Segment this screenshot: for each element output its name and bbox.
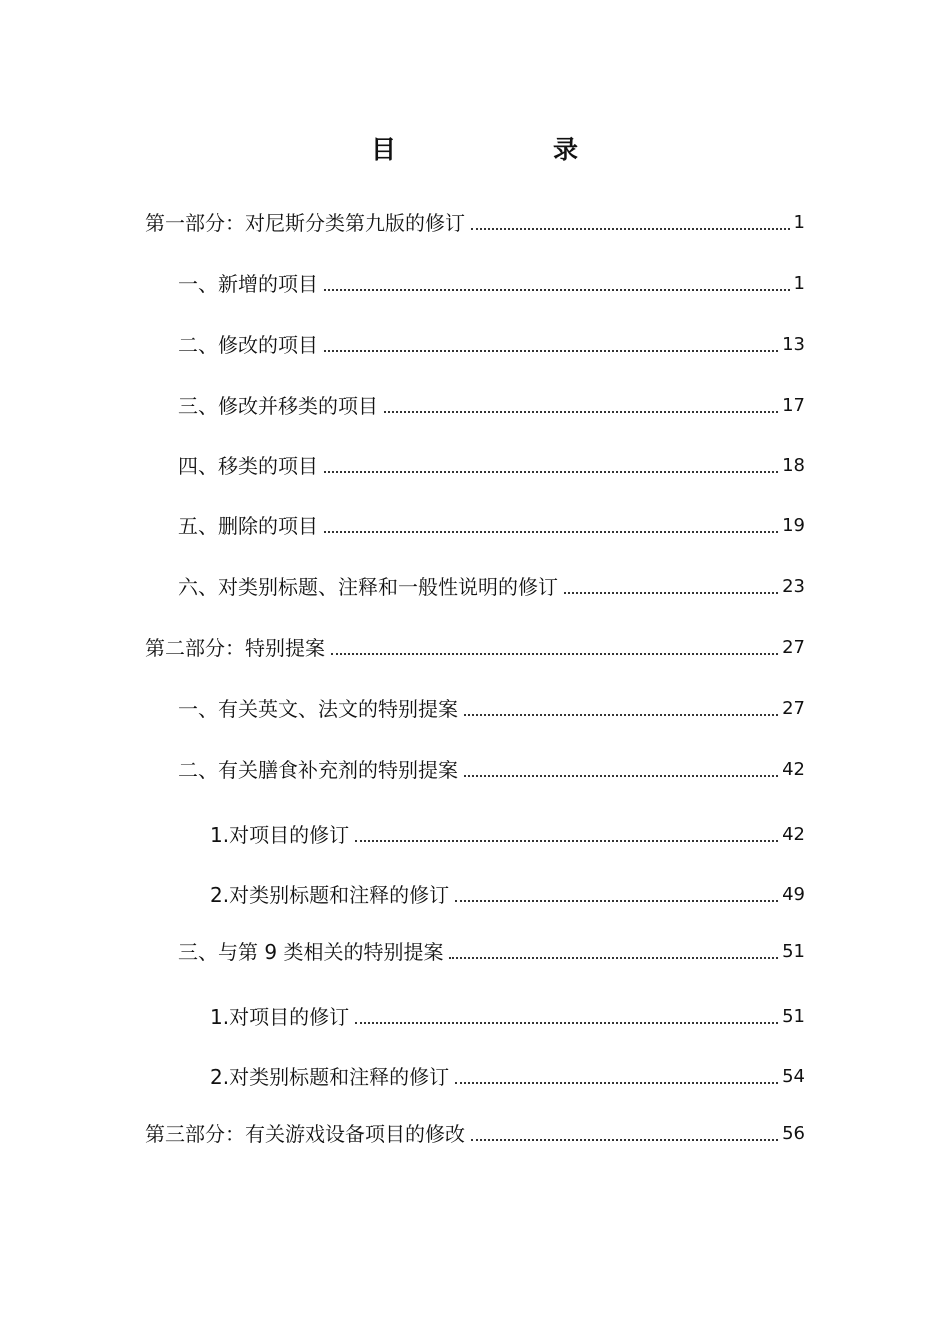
toc-entry[interactable] bbox=[178, 935, 805, 965]
page-title: 目 录 bbox=[370, 135, 579, 164]
toc-entry-label: 一、新增的项目 bbox=[178, 272, 318, 296]
toc-entry-label: 四、移类的项目 bbox=[178, 454, 318, 478]
toc-leader-dots bbox=[464, 714, 778, 716]
toc-page-number: 51 bbox=[782, 941, 805, 962]
toc-page-number: 56 bbox=[782, 1123, 805, 1144]
toc-entry[interactable] bbox=[210, 1060, 805, 1090]
toc-page-number: 18 bbox=[782, 455, 805, 476]
toc-page-number: 27 bbox=[782, 698, 805, 719]
toc-leader-dots bbox=[324, 471, 778, 473]
toc-page-number: 54 bbox=[782, 1066, 805, 1087]
toc-leader-dots bbox=[455, 900, 778, 902]
toc-page-number: 23 bbox=[782, 576, 805, 597]
toc-entry[interactable] bbox=[178, 389, 805, 419]
toc-entry-label: 六、对类别标题、注释和一般性说明的修订 bbox=[178, 575, 558, 599]
toc-entry[interactable] bbox=[178, 570, 805, 600]
toc-leader-dots bbox=[471, 1139, 778, 1141]
toc-page-number: 17 bbox=[782, 395, 805, 416]
toc-page-number: 1 bbox=[793, 212, 805, 233]
toc-entry[interactable] bbox=[145, 1117, 805, 1147]
toc-page-number: 19 bbox=[782, 515, 805, 536]
toc-leader-dots bbox=[355, 840, 778, 842]
toc-page-number: 42 bbox=[782, 759, 805, 780]
toc-entry-label: 第二部分：特别提案 bbox=[145, 636, 325, 660]
toc-leader-dots bbox=[331, 653, 778, 655]
toc-entry-label: 五、删除的项目 bbox=[178, 514, 318, 538]
toc-entry[interactable] bbox=[178, 509, 805, 539]
toc-leader-dots bbox=[324, 350, 778, 352]
toc-entry-label: 2.对类别标题和注释的修订 bbox=[210, 1065, 450, 1089]
toc-page-number: 49 bbox=[782, 884, 805, 905]
toc-entry-label: 二、有关膳食补充剂的特别提案 bbox=[178, 758, 458, 782]
toc-entry[interactable] bbox=[210, 1000, 805, 1030]
toc-leader-dots bbox=[464, 775, 778, 777]
toc-entry-label: 三、与第 9 类相关的特别提案 bbox=[178, 940, 444, 964]
toc-page-number: 51 bbox=[782, 1006, 805, 1027]
toc-entry-label: 二、修改的项目 bbox=[178, 333, 318, 357]
toc-entry[interactable] bbox=[145, 631, 805, 661]
toc-entry-label: 2.对类别标题和注释的修订 bbox=[210, 883, 450, 907]
toc-leader-dots bbox=[355, 1022, 778, 1024]
toc-entry[interactable] bbox=[178, 753, 805, 783]
toc-page-number: 42 bbox=[782, 824, 805, 845]
toc-entry-label: 第三部分：有关游戏设备项目的修改 bbox=[145, 1122, 465, 1146]
toc-entry[interactable] bbox=[178, 328, 805, 358]
toc-entry-label: 1.对项目的修订 bbox=[210, 1005, 350, 1029]
toc-entry-label: 三、修改并移类的项目 bbox=[178, 394, 378, 418]
toc-leader-dots bbox=[449, 957, 778, 959]
toc-entry-label: 一、有关英文、法文的特别提案 bbox=[178, 697, 458, 721]
toc-entry-label: 1.对项目的修订 bbox=[210, 823, 350, 847]
toc-entry-label: 第一部分：对尼斯分类第九版的修订 bbox=[145, 211, 465, 235]
toc-entry[interactable] bbox=[178, 449, 805, 479]
toc-entry[interactable] bbox=[178, 267, 805, 297]
toc-leader-dots bbox=[324, 531, 778, 533]
toc-leader-dots bbox=[564, 592, 778, 594]
toc-page-number: 13 bbox=[782, 334, 805, 355]
toc-leader-dots bbox=[471, 228, 790, 230]
toc-entry[interactable] bbox=[210, 878, 805, 908]
toc-leader-dots bbox=[384, 411, 778, 413]
toc-entry[interactable] bbox=[210, 818, 805, 848]
toc-page-number: 1 bbox=[793, 273, 805, 294]
toc-page-number: 27 bbox=[782, 637, 805, 658]
toc-leader-dots bbox=[455, 1082, 778, 1084]
toc-leader-dots bbox=[324, 289, 790, 291]
toc-entry[interactable] bbox=[178, 692, 805, 722]
toc-entry[interactable] bbox=[145, 206, 805, 236]
